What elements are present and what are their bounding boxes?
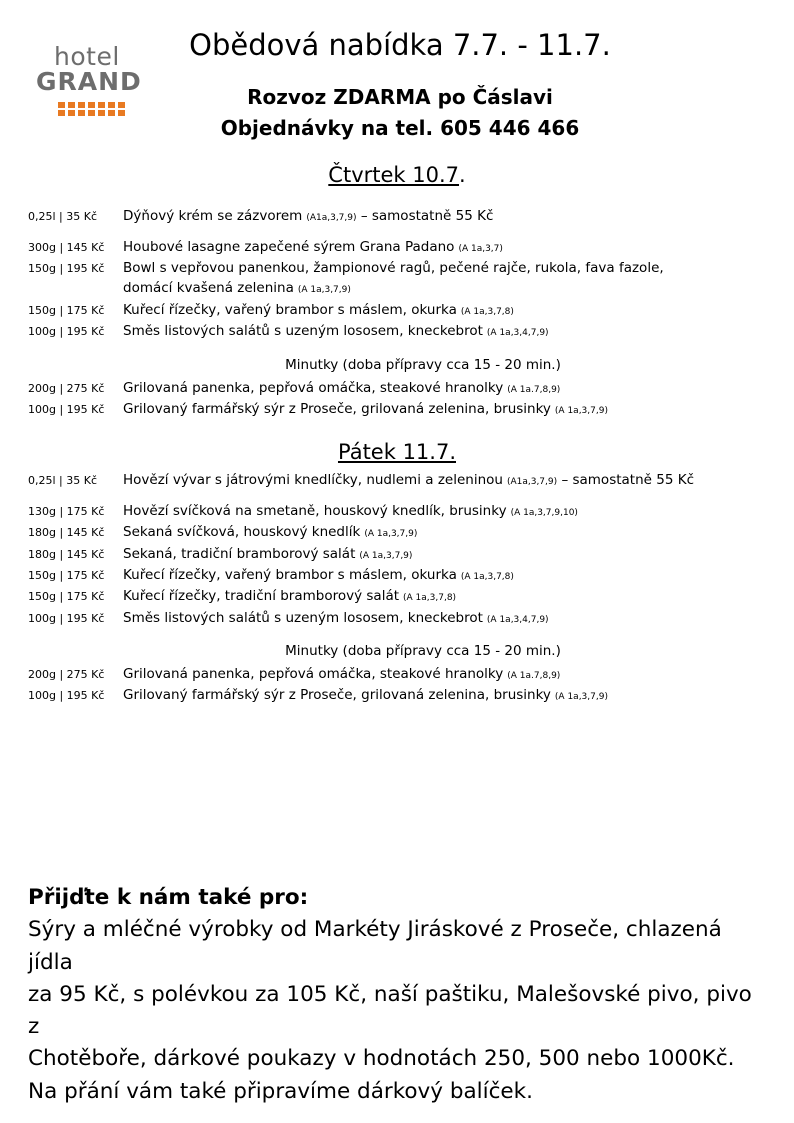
minutky-label: Minutky (doba přípravy cca 15 - 20 min.) [285, 357, 561, 373]
menu-item [28, 545, 768, 565]
menu-item [28, 238, 768, 258]
qty-price: 100g | 195 Kč [28, 325, 105, 338]
qty-price: 180g | 145 Kč [28, 548, 105, 561]
soup-extra: – samostatně 55 Kč [360, 208, 494, 224]
menu-item [28, 502, 768, 522]
allergens: (A 1a,3,7,9) [359, 551, 413, 561]
allergens: (A1a,3,7,9) [306, 213, 357, 223]
allergens: (A 1a,3,7,9,10) [510, 508, 578, 518]
dish-name: Houbové lasagne zapečené sýrem Grana Padano [123, 239, 455, 255]
qty-price: 150g | 195 Kč [28, 262, 105, 275]
day-heading-thursday: Čtvrtek 10.7. [328, 163, 466, 187]
menu-item [28, 566, 768, 586]
soup-row [28, 471, 768, 491]
footer-promo [28, 882, 768, 1108]
qty-price: 200g | 275 Kč [28, 382, 105, 395]
allergens: (A 1a.7,8,9) [507, 385, 561, 395]
qty-price: 130g | 175 Kč [28, 505, 105, 518]
menu-item [28, 259, 768, 298]
dish-name: Grilovaný farmářský sýr z Proseče, grilovaná zelenina, brusinky [123, 401, 551, 417]
logo-grand-text: GRAND [36, 67, 142, 96]
menu-item [28, 686, 768, 706]
footer-line: Na přání vám také připravíme dárkový balíček. [28, 1078, 533, 1104]
allergens: (A 1a,3,7,9) [297, 284, 351, 295]
logo-dots [58, 102, 146, 108]
page-title: Obědová nabídka 7.7. - 11.7. [189, 28, 611, 62]
delivery-note: Rozvoz ZDARMA po Čáslavi [247, 85, 553, 109]
qty-price: 0,25l | 35 Kč [28, 474, 98, 487]
dish-name: Dýňový krém se zázvorem [123, 208, 303, 224]
menu-item [28, 322, 768, 342]
qty-price: 150g | 175 Kč [28, 590, 105, 603]
hotel-grand-logo [36, 44, 146, 116]
dish-name: Kuřecí řízečky, vařený brambor s máslem, okurka [123, 302, 457, 318]
allergens: (A 1a.7,8,9) [507, 671, 561, 681]
dish-name: Hovězí vývar s játrovými knedlíčky, nudlemi a zeleninou [123, 472, 503, 488]
allergens: (A 1a,3,7,8) [403, 593, 457, 603]
dish-name: Grilovaná panenka, pepřová omáčka, steakové hranolky [123, 666, 504, 682]
logo-dots-row2 [58, 110, 146, 116]
qty-price: 100g | 195 Kč [28, 403, 105, 416]
menu-item [28, 301, 768, 321]
day-label: Pátek 11.7. [337, 440, 456, 464]
dish-name: Grilovaná panenka, pepřová omáčka, steakové hranolky [123, 380, 504, 396]
dish-name: Bowl s vepřovou panenkou, žampionové ragů, pečené rajče, rukola, fava fazole, [123, 260, 664, 276]
menu-item [28, 609, 768, 629]
allergens: (A 1a,3,7) [458, 244, 503, 254]
qty-price: 0,25l | 35 Kč [28, 210, 98, 223]
footer-line: za 95 Kč, s polévkou za 105 Kč, naší paštiku, Malešovské pivo, pivo z [28, 981, 752, 1039]
qty-price: 200g | 275 Kč [28, 668, 105, 681]
allergens: (A 1a,3,4,7,9) [486, 328, 549, 338]
menu-item [28, 523, 768, 543]
allergens: (A 1a,3,7,9) [554, 406, 608, 416]
dish-name: Sekaná, tradiční bramborový salát [123, 546, 356, 562]
qty-price: 150g | 175 Kč [28, 304, 105, 317]
dish-name: Směs listových salátů s uzeným lososem, kneckebrot [123, 610, 483, 626]
dish-name: Kuřecí řízečky, vařený brambor s máslem, okurka [123, 567, 457, 583]
footer-line: Sýry a mléčné výrobky od Markéty Jiráskové z Proseče, chlazená jídla [28, 917, 722, 975]
soup-extra: – samostatně 55 Kč [561, 472, 694, 488]
dish-name: Kuřecí řízečky, tradiční bramborový salát [123, 588, 400, 604]
qty-price: 100g | 195 Kč [28, 689, 105, 702]
allergens: (A 1a,3,7,8) [460, 572, 514, 582]
allergens: (A 1a,3,4,7,9) [486, 615, 549, 625]
order-phone: Objednávky na tel. 605 446 466 [220, 116, 580, 140]
allergens: (A 1a,3,7,9) [554, 692, 608, 702]
dish-name: Sekaná svíčková, houskový knedlík [123, 524, 361, 540]
qty-price: 100g | 195 Kč [28, 612, 105, 625]
soup-row [28, 207, 768, 227]
qty-price: 180g | 145 Kč [28, 526, 105, 539]
day-heading-friday [200, 440, 594, 465]
logo-hotel-text: hotel [54, 42, 120, 71]
day-label: Čtvrtek 10.7 [328, 163, 460, 187]
menu-item [28, 400, 768, 420]
minutky-label: Minutky (doba přípravy cca 15 - 20 min.) [285, 643, 561, 659]
qty-price: 300g | 145 Kč [28, 241, 105, 254]
dish-name-cont: domácí kvašená zelenina [123, 279, 294, 296]
footer-heading: Přijďte k nám také pro: [28, 885, 309, 910]
allergens: (A 1a,3,7,9) [364, 529, 418, 539]
dish-name: Hovězí svíčková na smetaně, houskový knedlík, brusinky [123, 503, 507, 519]
menu-item [28, 587, 768, 607]
allergens: (A1a,3,7,9) [506, 477, 558, 487]
qty-price: 150g | 175 Kč [28, 569, 105, 582]
allergens: (A 1a,3,7,8) [460, 307, 514, 317]
dish-name: Grilovaný farmářský sýr z Proseče, grilovaná zelenina, brusinky [123, 687, 551, 703]
dish-name: Směs listových salátů s uzeným lososem, kneckebrot [123, 323, 483, 339]
footer-line: Chotěboře, dárkové poukazy v hodnotách 250, 500 nebo 1000Kč. [28, 1046, 735, 1072]
menu-item [28, 379, 768, 399]
menu-item [28, 665, 768, 685]
